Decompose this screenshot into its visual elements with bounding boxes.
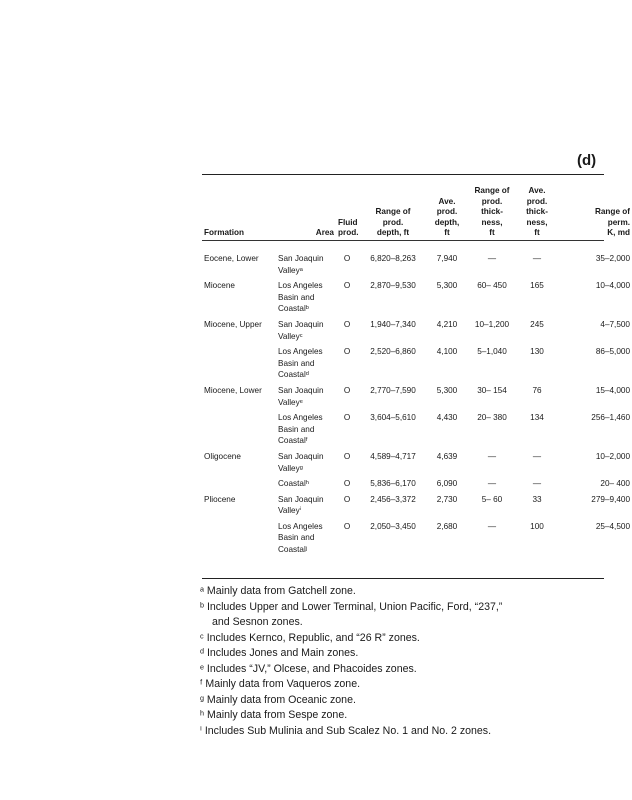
footnote: ᵉ Includes “JV,” Olcese, and Phacoides zones. (200, 662, 417, 675)
table-row (202, 319, 632, 346)
thickness-range-cell: 30– 154 (477, 385, 507, 395)
avg-depth-cell: 7,940 (436, 254, 458, 263)
depth-range-cell: 2,050–3,450 (370, 521, 416, 531)
table-header-row (202, 175, 632, 244)
depth-range-cell: 2,456–3,372 (370, 494, 416, 504)
thickness-range-cell: 5–1,040 (477, 347, 507, 357)
footnotes (200, 584, 604, 739)
area-cell: Los Angeles Basin and Coastalʲ (278, 521, 323, 555)
fluid-cell: O (343, 347, 351, 357)
table-row (202, 346, 632, 385)
depth-range-cell: 2,770–7,590 (370, 385, 416, 395)
footnote: ⁱ Includes Sub Mulinia and Sub Scalez No. 1 and No. 2 zones. (200, 724, 492, 737)
avg-thickness-cell: 245 (530, 319, 544, 329)
reservoir-data-table (202, 175, 632, 560)
formation-cell: Miocene, Lower (204, 385, 262, 395)
table-row (202, 385, 632, 412)
depth-range-cell: 3,604–5,610 (370, 413, 416, 423)
column-header: Area (315, 228, 334, 238)
thickness-range-cell: — (487, 254, 497, 263)
permeability-cell: 10–4,000 (595, 281, 630, 291)
formation-cell (202, 346, 276, 385)
formation-cell: Pliocene (204, 494, 236, 504)
avg-depth-cell: 2,730 (436, 494, 458, 504)
avg-depth-cell: 4,639 (436, 451, 458, 461)
column-header: Ave. prod. thick- ness, ft (526, 186, 548, 238)
avg-thickness-cell: — (532, 479, 542, 489)
footnote: ʰ Mainly data from Sespe zone. (200, 709, 348, 721)
avg-thickness-cell: 134 (530, 413, 544, 423)
table-bottom-rule (202, 578, 604, 579)
table-row (202, 451, 632, 478)
formation-cell: Miocene, Upper (204, 319, 262, 329)
avg-thickness-cell: 33 (532, 494, 542, 504)
depth-range-cell: 4,589–4,717 (370, 451, 416, 461)
fluid-cell: O (343, 413, 351, 423)
avg-depth-cell: 5,300 (436, 281, 458, 291)
avg-thickness-cell: 76 (532, 385, 542, 395)
permeability-cell: 10–2,000 (595, 451, 630, 461)
table-row (202, 412, 632, 451)
avg-thickness-cell: 100 (530, 521, 544, 531)
formation-cell (202, 478, 276, 494)
formation-cell (202, 521, 276, 560)
avg-depth-cell: 4,430 (436, 413, 458, 423)
thickness-range-cell: 20– 380 (477, 413, 507, 423)
column-header: Ave. prod. depth, ft (434, 196, 460, 238)
fluid-cell: O (343, 281, 351, 291)
area-cell: San Joaquin Valleyᵃ (278, 254, 324, 275)
fluid-cell: O (343, 385, 351, 395)
avg-depth-cell: 5,300 (436, 385, 458, 395)
avg-thickness-cell: 130 (530, 347, 544, 357)
permeability-cell: 25–4,500 (595, 521, 630, 531)
depth-range-cell: 6,820–8,263 (370, 254, 416, 263)
footnote: and Sesnon zones. (212, 616, 303, 628)
permeability-cell: 279–9,400 (591, 494, 630, 504)
column-header: Fluid prod. (338, 217, 359, 238)
thickness-range-cell: — (487, 451, 497, 461)
table-label: (d) (577, 152, 597, 169)
avg-depth-cell: 2,680 (436, 521, 458, 531)
avg-depth-cell: 4,100 (436, 347, 458, 357)
area-cell: San Joaquin Valleyᵍ (278, 451, 324, 473)
column-header: Formation (204, 228, 245, 238)
footnote: ᶜ Includes Kernco, Republic, and “26 R” zones. (200, 631, 420, 644)
area-cell: San Joaquin Valleyᵉ (278, 385, 324, 407)
fluid-cell: O (343, 521, 351, 531)
depth-range-cell: 2,520–6,860 (370, 347, 416, 357)
thickness-range-cell: 5– 60 (481, 494, 503, 504)
table-row (202, 478, 632, 494)
area-cell: Coastalʰ (278, 479, 309, 489)
fluid-cell: O (343, 494, 351, 504)
footnote: ᵈ Includes Jones and Main zones. (200, 647, 359, 659)
permeability-cell: 4–7,500 (600, 319, 630, 329)
area-cell: San Joaquin Valleyᶜ (278, 319, 324, 341)
formation-cell (202, 412, 276, 451)
formation-cell: Eocene, Lower (204, 254, 259, 263)
thickness-range-cell: — (487, 521, 497, 531)
depth-range-cell: 2,870–9,530 (370, 281, 416, 291)
avg-thickness-cell: — (532, 451, 542, 461)
table-body (202, 244, 632, 560)
area-cell: Los Angeles Basin and Coastalᵇ (278, 281, 323, 314)
table-row (202, 280, 632, 319)
permeability-cell: 20– 400 (600, 479, 630, 489)
area-cell: Los Angeles Basin and Coastalᶠ (278, 413, 323, 446)
thickness-range-cell: 10–1,200 (474, 319, 510, 329)
avg-depth-cell: 4,210 (436, 319, 458, 329)
depth-range-cell: 5,836–6,170 (370, 479, 416, 489)
column-header: Range of perm. K, md (594, 207, 630, 238)
avg-thickness-cell: 165 (530, 281, 544, 291)
footnote: ᵇ Includes Upper and Lower Terminal, Union Pacific, Ford, “237,” (200, 600, 503, 613)
formation-cell: Miocene (204, 281, 235, 291)
permeability-cell: 35–2,000 (595, 254, 630, 263)
fluid-cell: O (343, 451, 351, 461)
permeability-cell: 86–5,000 (595, 347, 630, 357)
footnote: ᵍ Mainly data from Oceanic zone. (200, 693, 356, 706)
table-row (202, 244, 632, 280)
column-header: Range of prod. depth, ft (375, 207, 411, 238)
fluid-cell: O (343, 479, 351, 489)
fluid-cell: O (343, 319, 351, 329)
permeability-cell: 256–1,460 (591, 413, 630, 423)
table-row (202, 521, 632, 560)
fluid-cell: O (343, 254, 351, 263)
area-cell: San Joaquin Valleyⁱ (278, 494, 324, 516)
permeability-cell: 15–4,000 (595, 385, 630, 395)
thickness-range-cell: — (487, 479, 497, 489)
avg-thickness-cell: — (532, 254, 542, 263)
formation-cell: Oligocene (204, 451, 241, 461)
depth-range-cell: 1,940–7,340 (370, 319, 416, 329)
table-row (202, 494, 632, 521)
avg-depth-cell: 6,090 (436, 479, 458, 489)
area-cell: Los Angeles Basin and Coastalᵈ (278, 347, 323, 380)
column-header: Range of prod. thick- ness, ft (474, 186, 510, 238)
footnote: ᵃ Mainly data from Gatchell zone. (200, 585, 356, 597)
thickness-range-cell: 60– 450 (477, 281, 507, 291)
footnote: ᶠ Mainly data from Vaqueros zone. (200, 678, 361, 690)
